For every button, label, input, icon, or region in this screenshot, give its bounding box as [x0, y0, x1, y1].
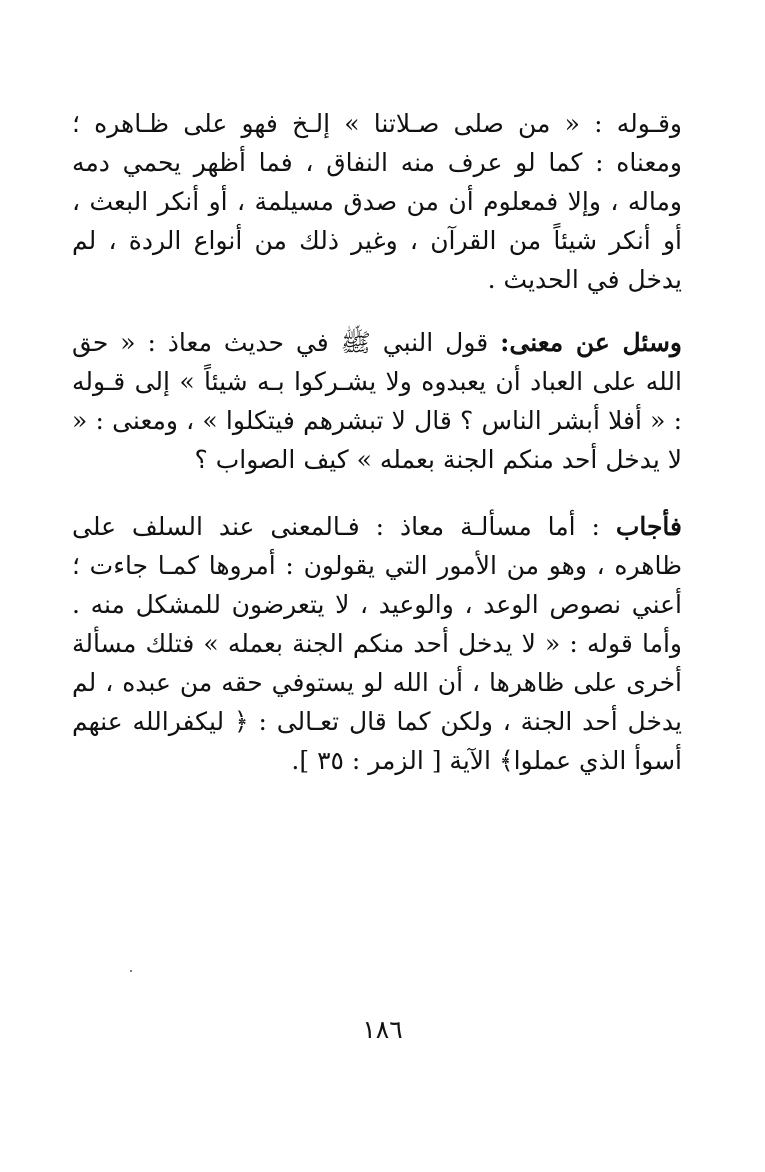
page-number: ١٨٦	[362, 1015, 403, 1044]
question-text: قول النبي ﷺ في حديث معاذ : « حق الله على العباد أن يعبدوه ولا يشـركوا بـه شيئاً » إلى قـوله : « أفلا أبشر الناس ؟ قال لا تبشرهم فيتكلوا » ، ومعنى : « لا يدخل أحد منكم الجنة بعمله » كيف الصواب ؟	[72, 328, 682, 474]
scan-speck	[130, 970, 132, 972]
answer-lead: فأجاب	[615, 512, 682, 541]
paragraph-question	[72, 323, 682, 479]
answer-text: : أما مسألـة معاذ : فـالمعنى عند السلف على ظاهره ، وهو من الأمور التي يقولون : أمروها كمـا جاءت ؛ أعني نصوص الوعد ، والوعيد ، لا يتعرضون للمشكل منه . وأما قوله : « لا يدخل أحد منكم الجنة بعمله » فتلك مسألة أخرى على ظاهرها ، أن الله لو يستوفي حقه من عبده ، لم يدخل أحد الجنة ، ولكن كما قال تعـالى : ﴿ ليكفرالله عنهم أسوأ الذي عملوا﴾ الآية [ الزمر : ٣٥ ].	[72, 512, 682, 775]
paragraph-text: وقـوله : « من صلى صـلاتنا » إلـخ فهو على ظـاهره ؛ ومعناه : كما لو عرف منه النفاق ، فما أظهر يحمي دمه وماله ، وإلا فمعلوم أن من صدق مسيلمة ، أو أنكر البعث ، أو أنكر شيئاً من القرآن ، وغير ذلك من أنواع الردة ، لم يدخل في الحديث .	[72, 109, 682, 294]
paragraph-answer	[72, 507, 682, 780]
question-lead: وسئل عن معنى:	[500, 328, 682, 357]
paragraph-commentary	[72, 104, 682, 299]
